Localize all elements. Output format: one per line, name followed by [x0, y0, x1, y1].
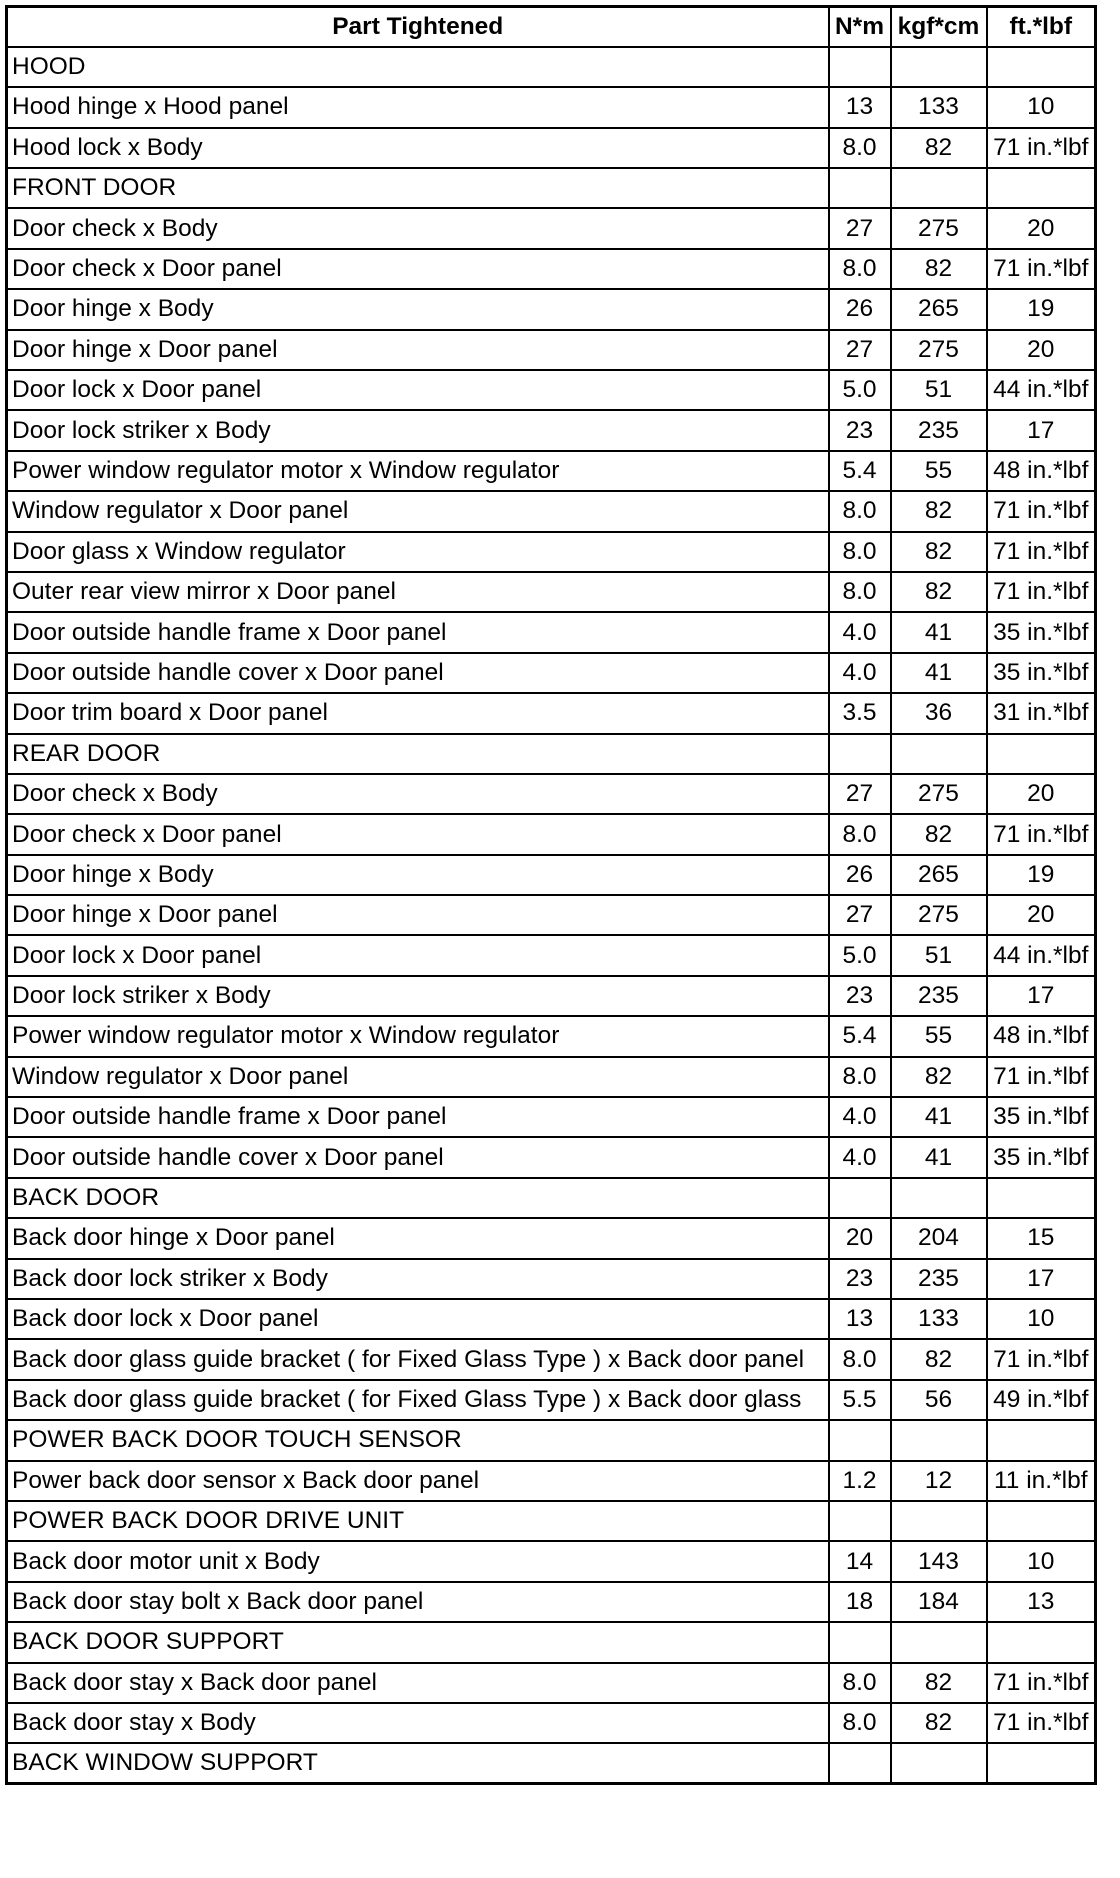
ft-lbf-cell: 20 — [987, 208, 1096, 248]
part-cell: Power window regulator motor x Window regulator — [7, 451, 829, 491]
part-cell: Back door stay x Body — [7, 1703, 829, 1743]
table-row — [7, 653, 1096, 693]
nm-cell — [829, 1178, 891, 1218]
nm-cell — [829, 734, 891, 774]
part-cell: Door outside handle cover x Door panel — [7, 653, 829, 693]
part-cell: Door glass x Window regulator — [7, 532, 829, 572]
nm-cell: 4.0 — [829, 1137, 891, 1177]
nm-cell: 3.5 — [829, 693, 891, 733]
nm-cell: 13 — [829, 87, 891, 127]
header-ft-lbf: ft.*lbf — [987, 7, 1096, 47]
ft-lbf-cell: 48 in.*lbf — [987, 1016, 1096, 1056]
ft-lbf-cell: 31 in.*lbf — [987, 693, 1096, 733]
part-cell: Hood lock x Body — [7, 128, 829, 168]
ft-lbf-cell: 20 — [987, 774, 1096, 814]
ft-lbf-cell: 71 in.*lbf — [987, 1703, 1096, 1743]
header-kgf-cm: kgf*cm — [891, 7, 987, 47]
table-row — [7, 1622, 1096, 1662]
nm-cell: 5.5 — [829, 1380, 891, 1420]
kgf-cm-cell: 275 — [891, 208, 987, 248]
nm-cell: 8.0 — [829, 814, 891, 854]
table-row — [7, 1420, 1096, 1460]
part-cell: Window regulator x Door panel — [7, 491, 829, 531]
table-row — [7, 895, 1096, 935]
table-row — [7, 693, 1096, 733]
header-row — [7, 7, 1096, 47]
table-row — [7, 128, 1096, 168]
table-row — [7, 572, 1096, 612]
ft-lbf-cell — [987, 1622, 1096, 1662]
ft-lbf-cell — [987, 47, 1096, 87]
part-cell: Power window regulator motor x Window regulator — [7, 1016, 829, 1056]
nm-cell: 8.0 — [829, 1057, 891, 1097]
ft-lbf-cell: 44 in.*lbf — [987, 370, 1096, 410]
kgf-cm-cell: 235 — [891, 976, 987, 1016]
table-row — [7, 451, 1096, 491]
kgf-cm-cell: 82 — [891, 814, 987, 854]
nm-cell: 8.0 — [829, 1663, 891, 1703]
table-row — [7, 370, 1096, 410]
part-cell: BACK WINDOW SUPPORT — [7, 1743, 829, 1783]
ft-lbf-cell: 20 — [987, 895, 1096, 935]
nm-cell: 8.0 — [829, 249, 891, 289]
table-row — [7, 976, 1096, 1016]
part-cell: Back door glass guide bracket ( for Fixed Glass Type ) x Back door panel — [7, 1339, 829, 1379]
table-row — [7, 814, 1096, 854]
table-row — [7, 330, 1096, 370]
kgf-cm-cell — [891, 47, 987, 87]
part-cell: Door hinge x Door panel — [7, 895, 829, 935]
kgf-cm-cell: 133 — [891, 87, 987, 127]
nm-cell: 23 — [829, 410, 891, 450]
nm-cell: 4.0 — [829, 612, 891, 652]
ft-lbf-cell: 17 — [987, 1259, 1096, 1299]
table-row — [7, 855, 1096, 895]
nm-cell: 5.0 — [829, 370, 891, 410]
part-cell: Door check x Body — [7, 208, 829, 248]
kgf-cm-cell: 265 — [891, 855, 987, 895]
kgf-cm-cell: 36 — [891, 693, 987, 733]
ft-lbf-cell: 10 — [987, 87, 1096, 127]
part-cell: Door hinge x Body — [7, 289, 829, 329]
nm-cell: 5.0 — [829, 935, 891, 975]
kgf-cm-cell: 275 — [891, 895, 987, 935]
part-cell: Door lock x Door panel — [7, 370, 829, 410]
nm-cell — [829, 1743, 891, 1783]
ft-lbf-cell: 71 in.*lbf — [987, 532, 1096, 572]
ft-lbf-cell — [987, 168, 1096, 208]
nm-cell: 8.0 — [829, 572, 891, 612]
table-row — [7, 1178, 1096, 1218]
table-row — [7, 1501, 1096, 1541]
nm-cell — [829, 1622, 891, 1662]
nm-cell — [829, 47, 891, 87]
nm-cell: 8.0 — [829, 128, 891, 168]
kgf-cm-cell: 41 — [891, 1137, 987, 1177]
ft-lbf-cell: 17 — [987, 976, 1096, 1016]
kgf-cm-cell: 82 — [891, 1663, 987, 1703]
table-row — [7, 1541, 1096, 1581]
table-body — [7, 47, 1096, 1784]
nm-cell — [829, 1420, 891, 1460]
table-row — [7, 1057, 1096, 1097]
kgf-cm-cell: 275 — [891, 330, 987, 370]
table-row — [7, 1582, 1096, 1622]
nm-cell: 4.0 — [829, 1097, 891, 1137]
ft-lbf-cell: 71 in.*lbf — [987, 491, 1096, 531]
kgf-cm-cell: 51 — [891, 935, 987, 975]
table-row — [7, 491, 1096, 531]
part-cell: BACK DOOR SUPPORT — [7, 1622, 829, 1662]
part-cell: Door outside handle frame x Door panel — [7, 612, 829, 652]
ft-lbf-cell: 71 in.*lbf — [987, 1339, 1096, 1379]
kgf-cm-cell: 204 — [891, 1218, 987, 1258]
header-part-tightened: Part Tightened — [7, 7, 829, 47]
kgf-cm-cell — [891, 1501, 987, 1541]
kgf-cm-cell: 82 — [891, 1057, 987, 1097]
table-row — [7, 1299, 1096, 1339]
nm-cell: 18 — [829, 1582, 891, 1622]
nm-cell: 27 — [829, 208, 891, 248]
ft-lbf-cell: 35 in.*lbf — [987, 612, 1096, 652]
ft-lbf-cell — [987, 1501, 1096, 1541]
table-row — [7, 1016, 1096, 1056]
table-row — [7, 410, 1096, 450]
ft-lbf-cell: 71 in.*lbf — [987, 814, 1096, 854]
part-cell: Back door glass guide bracket ( for Fixed Glass Type ) x Back door glass — [7, 1380, 829, 1420]
nm-cell: 8.0 — [829, 532, 891, 572]
kgf-cm-cell: 235 — [891, 1259, 987, 1299]
part-cell: FRONT DOOR — [7, 168, 829, 208]
ft-lbf-cell: 71 in.*lbf — [987, 1057, 1096, 1097]
table-row — [7, 1380, 1096, 1420]
part-cell: Back door stay x Back door panel — [7, 1663, 829, 1703]
part-cell: Door check x Body — [7, 774, 829, 814]
table-row — [7, 1218, 1096, 1258]
kgf-cm-cell: 275 — [891, 774, 987, 814]
ft-lbf-cell: 15 — [987, 1218, 1096, 1258]
ft-lbf-cell: 10 — [987, 1541, 1096, 1581]
kgf-cm-cell: 184 — [891, 1582, 987, 1622]
table-row — [7, 1137, 1096, 1177]
kgf-cm-cell: 82 — [891, 491, 987, 531]
part-cell: REAR DOOR — [7, 734, 829, 774]
ft-lbf-cell: 44 in.*lbf — [987, 935, 1096, 975]
part-cell: Door outside handle frame x Door panel — [7, 1097, 829, 1137]
part-cell: Back door hinge x Door panel — [7, 1218, 829, 1258]
nm-cell: 26 — [829, 289, 891, 329]
table-row — [7, 208, 1096, 248]
part-cell: Door trim board x Door panel — [7, 693, 829, 733]
kgf-cm-cell: 133 — [891, 1299, 987, 1339]
nm-cell: 26 — [829, 855, 891, 895]
nm-cell: 27 — [829, 774, 891, 814]
kgf-cm-cell: 41 — [891, 612, 987, 652]
nm-cell: 27 — [829, 895, 891, 935]
ft-lbf-cell — [987, 1420, 1096, 1460]
table-row — [7, 1743, 1096, 1783]
table-row — [7, 1259, 1096, 1299]
ft-lbf-cell: 71 in.*lbf — [987, 572, 1096, 612]
nm-cell — [829, 168, 891, 208]
kgf-cm-cell — [891, 1743, 987, 1783]
nm-cell: 23 — [829, 1259, 891, 1299]
kgf-cm-cell: 265 — [891, 289, 987, 329]
kgf-cm-cell: 82 — [891, 128, 987, 168]
nm-cell: 8.0 — [829, 1339, 891, 1379]
part-cell: Hood hinge x Hood panel — [7, 87, 829, 127]
part-cell: Door hinge x Body — [7, 855, 829, 895]
kgf-cm-cell — [891, 1178, 987, 1218]
kgf-cm-cell: 235 — [891, 410, 987, 450]
ft-lbf-cell: 35 in.*lbf — [987, 1137, 1096, 1177]
table-row — [7, 935, 1096, 975]
ft-lbf-cell: 17 — [987, 410, 1096, 450]
ft-lbf-cell: 20 — [987, 330, 1096, 370]
nm-cell: 13 — [829, 1299, 891, 1339]
part-cell: HOOD — [7, 47, 829, 87]
kgf-cm-cell: 82 — [891, 1339, 987, 1379]
part-cell: Door outside handle cover x Door panel — [7, 1137, 829, 1177]
part-cell: Door lock striker x Body — [7, 410, 829, 450]
table-row — [7, 532, 1096, 572]
nm-cell: 4.0 — [829, 653, 891, 693]
part-cell: BACK DOOR — [7, 1178, 829, 1218]
part-cell: POWER BACK DOOR TOUCH SENSOR — [7, 1420, 829, 1460]
table-row — [7, 1663, 1096, 1703]
kgf-cm-cell: 82 — [891, 1703, 987, 1743]
table-header — [7, 7, 1096, 47]
part-cell: Door check x Door panel — [7, 814, 829, 854]
table-row — [7, 774, 1096, 814]
ft-lbf-cell: 13 — [987, 1582, 1096, 1622]
part-cell: Back door stay bolt x Back door panel — [7, 1582, 829, 1622]
nm-cell: 5.4 — [829, 1016, 891, 1056]
ft-lbf-cell: 35 in.*lbf — [987, 653, 1096, 693]
ft-lbf-cell: 35 in.*lbf — [987, 1097, 1096, 1137]
table-row — [7, 612, 1096, 652]
part-cell: Door lock striker x Body — [7, 976, 829, 1016]
nm-cell: 5.4 — [829, 451, 891, 491]
kgf-cm-cell — [891, 1622, 987, 1662]
part-cell: Back door lock x Door panel — [7, 1299, 829, 1339]
part-cell: Door check x Door panel — [7, 249, 829, 289]
ft-lbf-cell: 71 in.*lbf — [987, 249, 1096, 289]
kgf-cm-cell: 56 — [891, 1380, 987, 1420]
nm-cell: 27 — [829, 330, 891, 370]
kgf-cm-cell: 55 — [891, 1016, 987, 1056]
part-cell: Back door motor unit x Body — [7, 1541, 829, 1581]
kgf-cm-cell: 82 — [891, 249, 987, 289]
nm-cell: 23 — [829, 976, 891, 1016]
ft-lbf-cell: 48 in.*lbf — [987, 451, 1096, 491]
nm-cell: 8.0 — [829, 491, 891, 531]
table-row — [7, 1461, 1096, 1501]
table-row — [7, 289, 1096, 329]
part-cell: POWER BACK DOOR DRIVE UNIT — [7, 1501, 829, 1541]
ft-lbf-cell: 11 in.*lbf — [987, 1461, 1096, 1501]
table-row — [7, 47, 1096, 87]
table-row — [7, 1097, 1096, 1137]
kgf-cm-cell — [891, 1420, 987, 1460]
ft-lbf-cell: 10 — [987, 1299, 1096, 1339]
kgf-cm-cell: 55 — [891, 451, 987, 491]
kgf-cm-cell: 41 — [891, 653, 987, 693]
header-nm: N*m — [829, 7, 891, 47]
nm-cell: 8.0 — [829, 1703, 891, 1743]
kgf-cm-cell: 51 — [891, 370, 987, 410]
kgf-cm-cell — [891, 168, 987, 208]
ft-lbf-cell: 71 in.*lbf — [987, 1663, 1096, 1703]
table-row — [7, 249, 1096, 289]
kgf-cm-cell: 82 — [891, 532, 987, 572]
nm-cell: 14 — [829, 1541, 891, 1581]
ft-lbf-cell — [987, 1178, 1096, 1218]
torque-table-container — [5, 5, 1097, 1785]
part-cell: Outer rear view mirror x Door panel — [7, 572, 829, 612]
table-row — [7, 734, 1096, 774]
ft-lbf-cell: 19 — [987, 855, 1096, 895]
kgf-cm-cell: 143 — [891, 1541, 987, 1581]
part-cell: Door hinge x Door panel — [7, 330, 829, 370]
torque-specification-table — [5, 5, 1097, 1785]
kgf-cm-cell: 82 — [891, 572, 987, 612]
part-cell: Window regulator x Door panel — [7, 1057, 829, 1097]
part-cell: Back door lock striker x Body — [7, 1259, 829, 1299]
ft-lbf-cell: 49 in.*lbf — [987, 1380, 1096, 1420]
nm-cell — [829, 1501, 891, 1541]
table-row — [7, 1339, 1096, 1379]
table-row — [7, 168, 1096, 208]
nm-cell: 20 — [829, 1218, 891, 1258]
table-row — [7, 87, 1096, 127]
kgf-cm-cell: 12 — [891, 1461, 987, 1501]
ft-lbf-cell: 19 — [987, 289, 1096, 329]
ft-lbf-cell — [987, 734, 1096, 774]
table-row — [7, 1703, 1096, 1743]
part-cell: Power back door sensor x Back door panel — [7, 1461, 829, 1501]
kgf-cm-cell — [891, 734, 987, 774]
kgf-cm-cell: 41 — [891, 1097, 987, 1137]
ft-lbf-cell: 71 in.*lbf — [987, 128, 1096, 168]
part-cell: Door lock x Door panel — [7, 935, 829, 975]
ft-lbf-cell — [987, 1743, 1096, 1783]
nm-cell: 1.2 — [829, 1461, 891, 1501]
